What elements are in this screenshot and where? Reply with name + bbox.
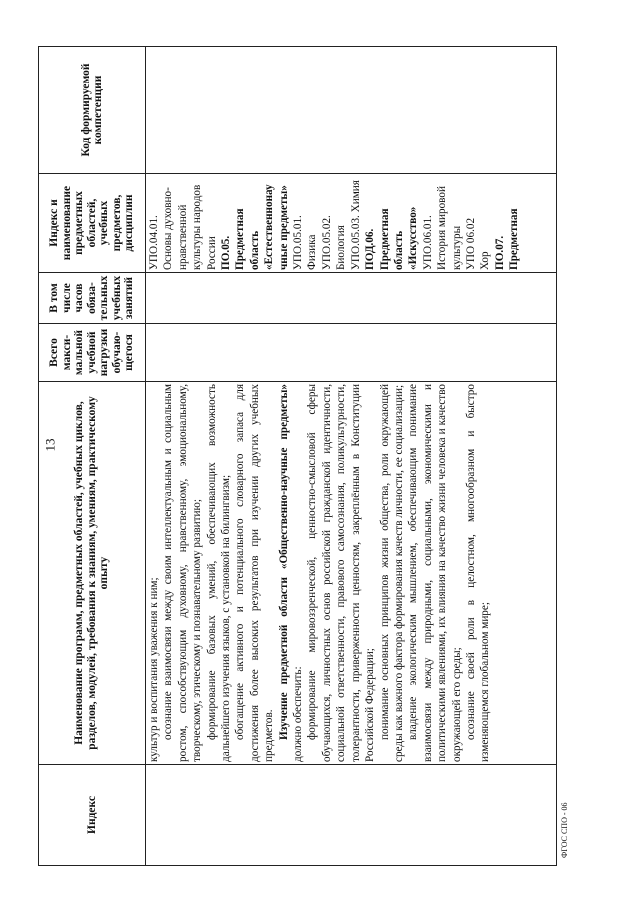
cell-requirements [146, 382, 557, 765]
subject-line: России [205, 236, 218, 270]
subject-line: Хор [479, 251, 492, 270]
subject-line: Предметная [378, 208, 391, 270]
header-competence-code: Код формируемой компетенции [39, 47, 146, 174]
header-index: Индекс [39, 765, 146, 866]
subject-line: Предметная [508, 208, 521, 270]
header-row [39, 47, 146, 866]
subject-line: Биология [335, 225, 348, 270]
cell-subjects [146, 174, 557, 273]
req-paragraph: обогащение активного и потенциального словарного запаса для достижения более высоких результатов при изучении других учебных предметов. [234, 384, 276, 762]
subject-line: «Естественнонау [263, 184, 276, 270]
subject-line: УПО.05.02. [320, 215, 333, 270]
subject-line: культуры народов [191, 184, 204, 270]
cell-index [146, 765, 557, 866]
table-row [146, 47, 557, 866]
subject-line: УПО.05.01. [292, 215, 305, 270]
subject-line: Предметная [234, 208, 247, 270]
subject-line: ПО.05. [220, 235, 233, 270]
subject-line: Физика [306, 234, 319, 270]
subject-line: чные предметы» [277, 185, 290, 270]
subject-line: УПО 06.02 [464, 217, 477, 270]
req-paragraph: формирование мировоззренческой, ценностно-смысловой сферы обучающихся, личностных основ российской гражданской идентичности, социальной ответственности, правового самосознания, поликультурности, толерантности, приверженности ценностям, закреплённым в Конституции Российской Федерации; [306, 384, 377, 762]
subject-line: область [392, 230, 405, 270]
rotated-table-page [38, 46, 562, 866]
cell-competence-code [146, 47, 557, 174]
subject-line: ПО.07. [493, 235, 506, 270]
footer-code: ФГОС СПО - 06 [560, 802, 569, 858]
header-mandatory-hours: В том числе часов обяза-тельных учебных занятий [39, 273, 146, 324]
req-paragraph: осознание взаимосвязи между своим интеллектуальным и социальным ростом, способствующим духовному, нравственному, эмоциональному, творческому, этическому и познавательному развитию; [162, 384, 204, 762]
subject-area-title: Изучение предметной области «Общественно-научные предметы» [277, 384, 290, 740]
req-paragraph-heading [277, 384, 306, 762]
req-paragraph: культур и воспитания уважения к ним; [148, 577, 160, 762]
header-name: Наименование программ, предметных областей, учебных циклов, разделов, модулей, требования к знаниям, умениям, практическому опыту [39, 382, 146, 765]
req-paragraph: осознание своей роли в целостном, многообразном и быстро изменяющемся глобальном мире; [464, 384, 492, 762]
cell-total-load [146, 324, 557, 382]
subject-line: нравственной [176, 204, 189, 270]
req-paragraph: понимание основных принципов жизни общества, роли окружающей среды как важного фактора формирования качеств личности, ее социализации; [378, 384, 405, 762]
header-total-load: Всего макси-мальной учебной нагрузки обучаю-щегося [39, 324, 146, 382]
subject-line: ПОД.06. [364, 228, 377, 270]
cell-mandatory-hours [146, 273, 557, 324]
subject-line: История мировой [436, 186, 449, 270]
page-number: 13 [42, 438, 58, 452]
subject-line: УПО.05.03. Химия [349, 180, 362, 270]
subject-line: Основы духовно- [162, 187, 175, 270]
subject-line: область [248, 230, 261, 270]
subject-line: «Искусство» [407, 206, 420, 270]
subject-line: УПО.06.01. [421, 215, 434, 270]
curriculum-table [38, 46, 557, 866]
subject-line: культуры [450, 225, 463, 270]
subject-line: УПО.04.01. [148, 215, 160, 270]
req-paragraph: формирование базовых умений, обеспечивающих возможность дальнейшего изучения языков, с установкой на билингвизм; [205, 384, 233, 762]
header-subject-index: Индекс и наименование предметных областей, учебных предметов, дисциплин [39, 174, 146, 273]
req-paragraph-tail: должно обеспечить: [292, 666, 305, 762]
req-paragraph: владение экологическим мышлением, обеспечивающим понимание взаимосвязи между природными, социальными, экономическими и политическими явлениями, их влияния на качество жизни человека и качество окружающей его среды; [407, 384, 463, 762]
